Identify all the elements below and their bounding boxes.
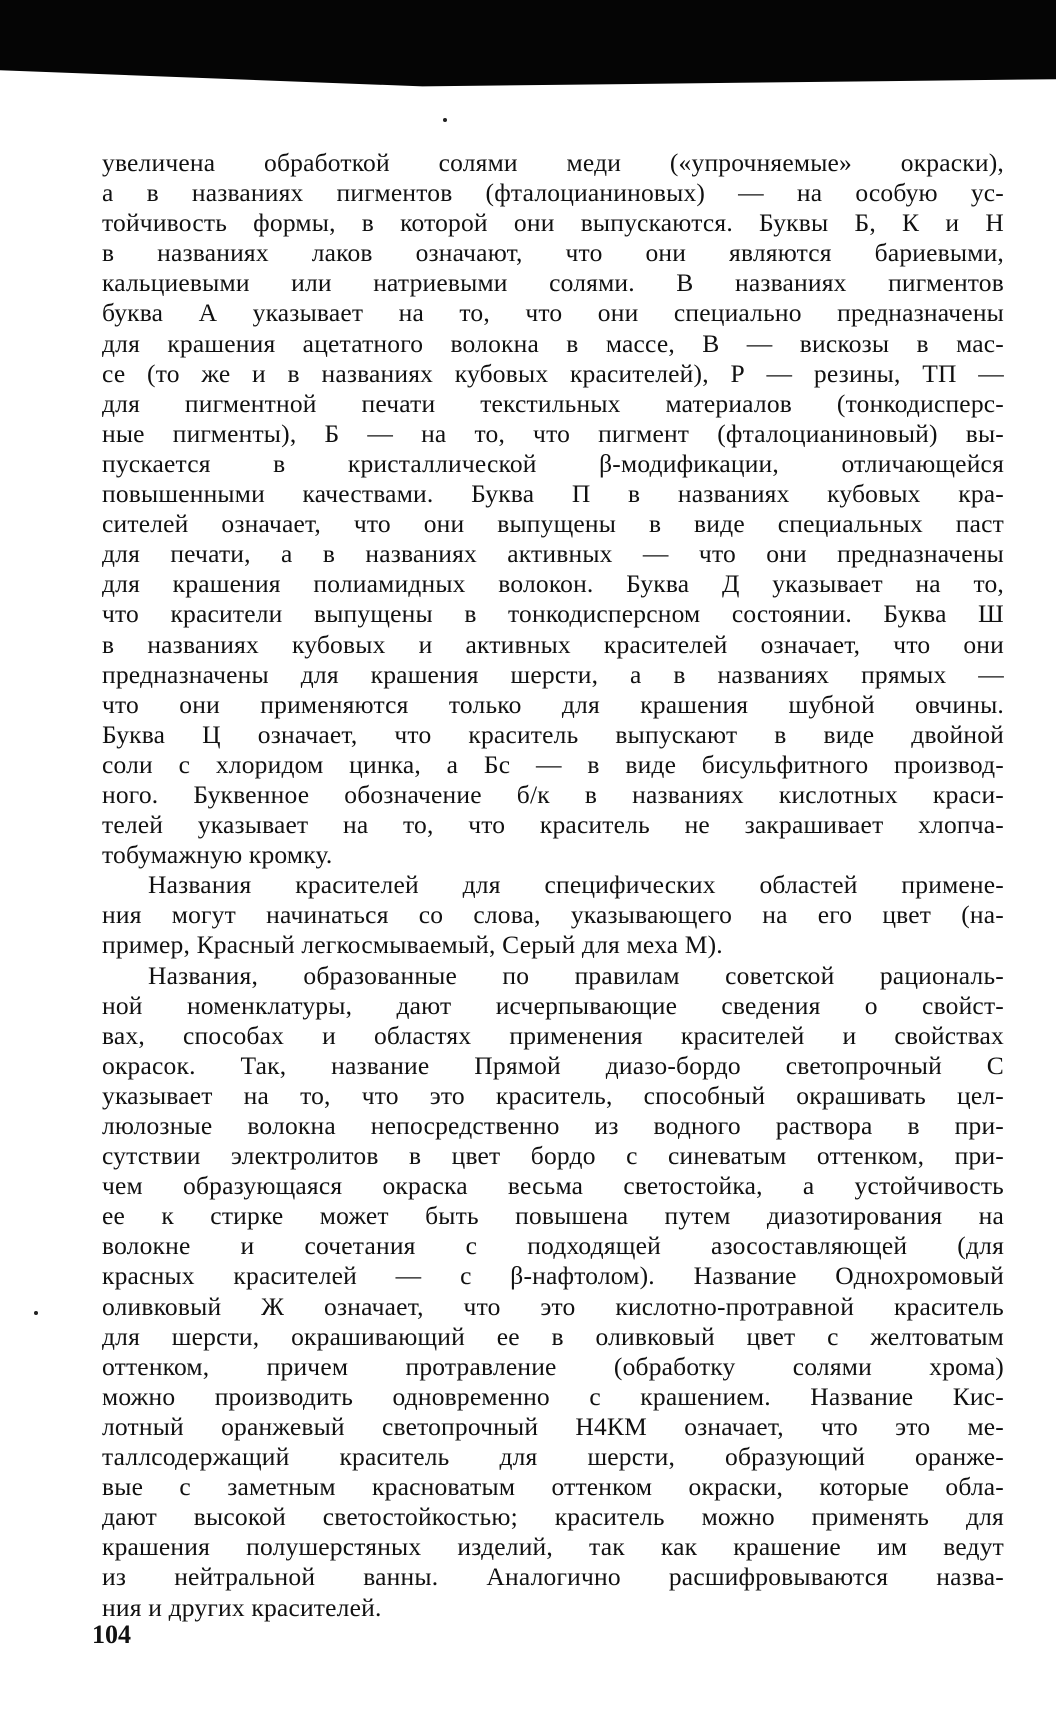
text-line: указывает на то, что это краситель, способный окрашивать цел-	[102, 1080, 1004, 1110]
text-line: для шерсти, окрашивающий ее в оливковый цвет с желтоватым	[102, 1321, 1004, 1351]
text-line: а в названиях пигментов (фталоцианиновых) — на особую ус-	[102, 178, 1004, 208]
paragraph	[102, 870, 1004, 960]
text-line: для печати, а в названиях активных — что они предназначены	[102, 539, 1004, 569]
text-line: для крашения полиамидных волокон. Буква Д указывает на то,	[102, 569, 1004, 599]
text-line: крашения полушерстяных изделий, так как крашение им ведут	[102, 1532, 1004, 1562]
text-line: красных красителей — с β-нафтолом). Название Однохромовый	[102, 1261, 1004, 1291]
text-line: тойчивость формы, в которой они выпускаются. Буквы Б, К и Н	[102, 208, 1004, 238]
text-line: оттенком, причем протравление (обработку солями хрома)	[102, 1351, 1004, 1381]
text-line: ные пигменты), Б — на то, что пигмент (фталоцианиновый) вы-	[102, 418, 1004, 448]
text-line: сителей означает, что они выпущены в виде специальных паст	[102, 509, 1004, 539]
text-line: ного. Буквенное обозначение б/к в названиях кислотных краси-	[102, 779, 1004, 809]
text-line: Названия, образованные по правилам советской рациональ-	[148, 960, 1004, 990]
page-number: 104	[92, 1620, 131, 1649]
text-line: что красители выпущены в тонкодисперсном состоянии. Буква Ш	[102, 599, 1004, 629]
text-line: можно производить одновременно с крашением. Название Кис-	[102, 1381, 1004, 1411]
text-line: люлозные волокна непосредственно из водного раствора в при-	[102, 1111, 1004, 1140]
text-line: телей указывает на то, что краситель не закрашивает хлопча-	[102, 810, 1004, 840]
text-line: волокне и сочетания с подходящей азосоставляющей (для	[102, 1231, 1004, 1261]
text-line: увеличена обработкой солями меди («упрочняемые» окраски),	[102, 148, 1004, 177]
text-line: тобумажную кромку.	[102, 840, 333, 870]
text-line: вые с заметным красноватым оттенком окраски, которые обла-	[102, 1472, 1004, 1502]
text-line: повышенными качествами. Буква П в названиях кубовых кра-	[102, 479, 1004, 509]
text-line: Буква Ц означает, что краситель выпускают в виде двойной	[102, 719, 1004, 749]
text-line: ее к стирке может быть повышена путем диазотирования на	[102, 1201, 1004, 1231]
scan-edge-band	[0, 0, 1056, 90]
scan-speck	[34, 1311, 38, 1315]
scan-speck	[443, 118, 447, 122]
text-line: в названиях лаков означают, что они являются бариевыми,	[102, 238, 1004, 268]
text-line: се (то же и в названиях кубовых красителей), Р — резины, ТП —	[102, 358, 1004, 388]
text-line: сутствии электролитов в цвет бордо с синеватым оттенком, при-	[102, 1141, 1004, 1171]
text-line: для пигментной печати текстильных материалов (тонкодисперс-	[102, 388, 1004, 418]
paragraph	[102, 961, 1004, 1623]
text-line: предназначены для крашения шерсти, а в названиях прямых —	[102, 659, 1004, 689]
text-line: из нейтральной ванны. Аналогично расшифровываются назва-	[102, 1562, 1004, 1592]
page-body-text	[102, 148, 1004, 1623]
text-line: Названия красителей для специфических областей примене-	[148, 870, 1004, 900]
text-line: оливковый Ж означает, что это кислотно-протравной краситель	[102, 1291, 1004, 1321]
text-line: что они применяются только для крашения шубной овчины.	[102, 689, 1004, 719]
text-line: пример, Красный легкосмываемый, Серый для меха М).	[102, 930, 723, 960]
text-line: для крашения ацетатного волокна в массе, В — вискозы в мас-	[102, 328, 1004, 358]
text-line: таллсодержащий краситель для шерсти, образующий оранже-	[102, 1442, 1004, 1472]
text-line: ния могут начинаться со слова, указывающего на его цвет (на-	[102, 900, 1004, 930]
text-line: в названиях кубовых и активных красителей означает, что они	[102, 629, 1004, 659]
text-line: буква А указывает на то, что они специально предназначены	[102, 298, 1004, 328]
text-line: вах, способах и областях применения красителей и свойствах	[102, 1020, 1004, 1050]
text-line: чем образующаяся окраска весьма светостойка, а устойчивость	[102, 1171, 1004, 1201]
text-line: ния и других красителей.	[102, 1592, 382, 1622]
text-line: лотный оранжевый светопрочный Н4КМ означает, что это ме-	[102, 1411, 1004, 1441]
paragraph	[102, 148, 1004, 870]
text-line: дают высокой светостойкостью; краситель можно применять для	[102, 1502, 1004, 1532]
text-line: пускается в кристаллической β-модификации, отличающейся	[102, 448, 1004, 478]
text-line: окрасок. Так, название Прямой диазо-бордо светопрочный С	[102, 1050, 1004, 1080]
text-line: кальциевыми или натриевыми солями. В названиях пигментов	[102, 268, 1004, 298]
text-line: ной номенклатуры, дают исчерпывающие сведения о свойст-	[102, 990, 1004, 1020]
text-line: соли с хлоридом цинка, а Бс — в виде бисульфитного производ-	[102, 749, 1004, 779]
